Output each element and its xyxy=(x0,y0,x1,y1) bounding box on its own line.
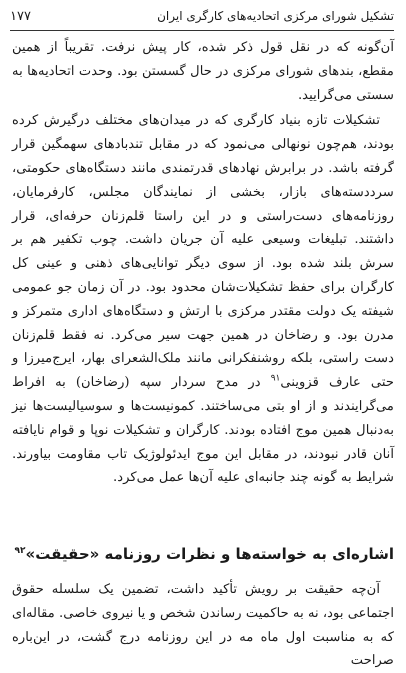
paragraph: آن‌چه حقیقت بر رویش تأکید داشت، تضمین یک سلسله حقوق اجتماعی بود، نه به حاکمیت رساندن شخص و یا نیروی خاصی. مقاله‌ای که به مناسبت اول ماه مه در این روزنامه درج گشت، در این‌باره صراحت xyxy=(12,582,394,669)
section-text xyxy=(12,578,394,673)
footnote-ref: ۹۱ xyxy=(270,373,281,384)
section-heading-text: اشاره‌ای به خواسته‌ها و نظرات روزنامه «حقیقت» xyxy=(25,545,394,563)
footnote-ref: ۹۲ xyxy=(14,546,26,556)
page-number: ۱۷۷ xyxy=(10,8,31,24)
main-text xyxy=(12,36,394,490)
paragraph: آن‌گونه که در نقل قول ذکر شده، کار پیش نرفت. تقریباً از همین مقطع، بندهای شورای مرکزی در حال گسستن بود. وحدت اتحادیه‌ها به سستی می‌گرایید. xyxy=(12,40,394,103)
paragraph xyxy=(12,109,394,490)
paragraph-text: تشکیلات تازه بنیاد کارگری که در میدان‌های مختلف درگیرش کرده بودند، هم‌چون نونهالی می‌نمود که در مقابل تندبادهای سهمگین قرار گرفته باشد. در برابرش نهادهای قدرتمندی مانند دستگاه‌های حکومتی، سرددسته‌های بازار، بخشی از نمایندگان مجلس، کارفرمایان، روزنامه‌های دست‌راستی و در این راستا قلم‌زنان حرفه‌ای، قرار داشتند. تبلیغات وسیعی علیه آن جریان داشت. چوب تکفیر هم بر سرش بلند شده بود. از سوی دیگر توانایی‌های ذهنی و عینی کل کارگران برای حفظ تشکیلات‌شان محدود بود. در آن زمان جو عمومی شیفته یک دولت مقتدر مرکزی با ارتش و دستگاه‌های اداری متمرکز و مدرن بود. و رضاخان در همین جهت سیر می‌کرد. نه فقط قلم‌زنان دست راستی، بلکه روشنفکرانی مانند ملک‌الشعرای بهار، ایرج‌میرزا و حتی عارف قزوینی xyxy=(12,113,395,391)
paragraph-text-continued: در مدح سردار سپه (رضاخان) به افراط می‌گرایندند و از او بتی می‌ساختند. کمونیست‌ها و سوسیالیست‌ها نیز به‌دنبال همین موج افتاده بودند. کارگران و تشکیلات نوپا و قوام نایافته آنان قادر نبودند، در مقابل این موج ایدئولوژیک تاب مقاومت بیاورند. شرایط به گونه چند جانبه‌ای علیه آن‌ها عمل می‌کرد. xyxy=(12,375,394,486)
section-heading xyxy=(12,542,394,566)
running-header xyxy=(10,6,394,31)
chapter-title: تشکیل شورای مرکزی اتحادیه‌های کارگری ایران xyxy=(157,9,394,23)
